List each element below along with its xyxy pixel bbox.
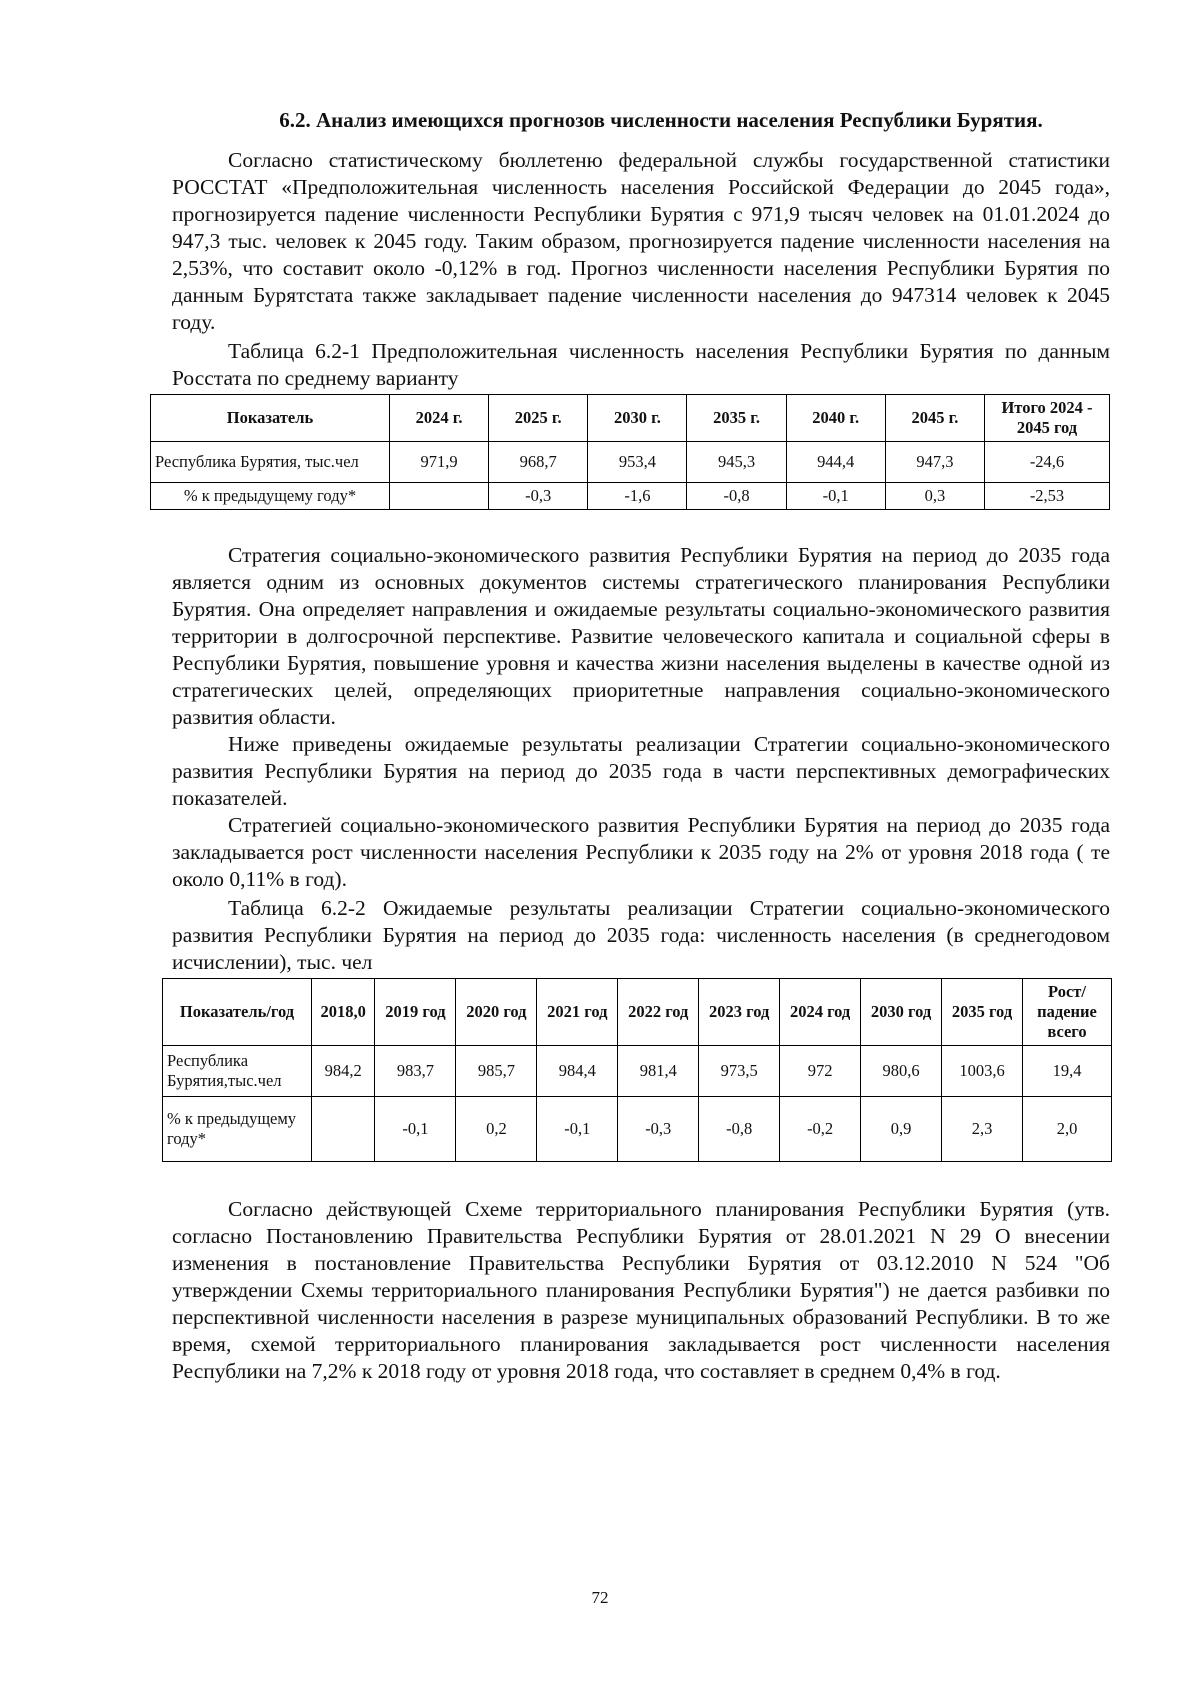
paragraph-strategy: Стратегия социально-экономического развития Республики Бурятия на период до 2035 года является одним из основных документов системы стратегического планирования Республики Бурятия. Она определяет направления и ожидаемые результаты социально-экономического развития территории в долгосрочной перспективе. Развитие человеческого капитала и социальной сферы в Республики Бурятия, повышение уровня и качества жизни населения выделены в качестве одной из стратегических целей, определяющих приоритетные направления социально-экономического развития области. [172, 543, 1110, 729]
table-cell: Республика Бурятия, тыс.чел [151, 442, 390, 483]
page-number: 72 [591, 1588, 609, 1607]
paragraph-territorial-scheme: Согласно действующей Схеме территориального планирования Республики Бурятия (утв. согласно Постановлению Правительства Республики Бурятия от 28.01.2021 N 29 О внесении изменения в постановление Правительства Республики Бурятия от 03.12.2010 N 524 "Об утверждении Схемы территориального планирования Республики Бурятия") не дается разбивки по перспективной численности населения в разрезе муниципальных образований Республики. В то же время, схемой территориального планирования закладывается рост численности населения Республики на 7,2% к 2018 году от уровня 2018 года, что составляет в среднем 0,4% в год. [172, 1197, 1110, 1383]
table-strategy-results [162, 978, 1112, 1162]
table-row [163, 1097, 1112, 1162]
table-rosstat-forecast [150, 394, 1110, 510]
table-row [151, 483, 1110, 510]
table-header-cell: Итого 2024 - 2045 год [985, 395, 1110, 442]
table-cell: Республика Бурятия,тыс.чел [163, 1046, 312, 1097]
table-cell: -0,3 [618, 1097, 699, 1162]
table-header-row [151, 395, 1110, 442]
table-cell: -24,6 [985, 442, 1110, 483]
spacer [172, 1162, 1110, 1196]
table-cell: % к предыдущему году* [163, 1097, 312, 1162]
table-header-row [163, 979, 1112, 1046]
table-cell [390, 483, 489, 510]
table-header-cell: 2024 г. [390, 395, 489, 442]
table-cell: 968,7 [489, 442, 588, 483]
table-header-cell: 2035 год [942, 979, 1023, 1046]
table-cell: -0,1 [537, 1097, 618, 1162]
table-cell: 971,9 [390, 442, 489, 483]
table-cell: 0,9 [861, 1097, 942, 1162]
table-cell: 2,0 [1023, 1097, 1112, 1162]
table-header-cell: 2024 год [780, 979, 861, 1046]
table-cell: 972 [780, 1046, 861, 1097]
table-cell: -0,2 [780, 1097, 861, 1162]
table-cell: 983,7 [375, 1046, 456, 1097]
table-header-cell: 2018,0 [312, 979, 375, 1046]
table-row [151, 442, 1110, 483]
table-cell: 984,4 [537, 1046, 618, 1097]
table-header-cell: 2030 г. [588, 395, 687, 442]
table-cell: 947,3 [885, 442, 984, 483]
table-cell: -0,8 [687, 483, 786, 510]
table-cell: -0,8 [699, 1097, 780, 1162]
table-cell: -1,6 [588, 483, 687, 510]
table-header-cell: 2019 год [375, 979, 456, 1046]
table-cell: -0,1 [375, 1097, 456, 1162]
table-header-cell: 2030 год [861, 979, 942, 1046]
spacer [172, 510, 1110, 542]
section-heading: 6.2. Анализ имеющихся прогнозов численности населения Республики Бурятия. [279, 108, 1043, 132]
table-cell: % к предыдущему году* [151, 483, 390, 510]
table-cell: -0,1 [786, 483, 885, 510]
table-header-cell: 2035 г. [687, 395, 786, 442]
paragraph-expected-results: Ниже приведены ожидаемые результаты реализации Стратегии социально-экономического развития Республики Бурятия на период до 2035 года в части перспективных демографических показателей. [172, 732, 1110, 810]
table-cell: 0,2 [456, 1097, 537, 1162]
table-header-cell: 2040 г. [786, 395, 885, 442]
table-cell: 980,6 [861, 1046, 942, 1097]
table1-caption: Таблица 6.2-1 Предположительная численность населения Республики Бурятия по данным Росстата по среднему варианту [172, 339, 1110, 390]
table-cell: 1003,6 [942, 1046, 1023, 1097]
table-cell: 973,5 [699, 1046, 780, 1097]
table2-caption: Таблица 6.2-2 Ожидаемые результаты реализации Стратегии социально-экономического развития Республики Бурятия на период до 2035 года: численность населения (в среднегодовом исчислении), тыс. чел [172, 896, 1110, 974]
table-header-cell: Показатель [151, 395, 390, 442]
table-cell: -0,3 [489, 483, 588, 510]
table-cell: 953,4 [588, 442, 687, 483]
table-header-cell: 2020 год [456, 979, 537, 1046]
table-header-cell: 2021 год [537, 979, 618, 1046]
page-body [155, 108, 1110, 1385]
table-cell: 2,3 [942, 1097, 1023, 1162]
table-header-cell: Показатель/год [163, 979, 312, 1046]
table-cell: 0,3 [885, 483, 984, 510]
table-header-cell: 2045 г. [885, 395, 984, 442]
paragraph-rosstat-forecast: Согласно статистическому бюллетеню федеральной службы государственной статистики РОССТАТ «Предположительная численность населения Российской Федерации до 2045 года», прогнозируется падение численности Республики Бурятия с 971,9 тысяч человек на 01.01.2024 до 947,3 тыс. человек к 2045 году. Таким образом, прогнозируется падение численности населения на 2,53%, что составит около -0,12% в год. Прогноз численности населения Республики Бурятия по данным Бурятстата также закладывает падение численности населения до 947314 человек к 2045 году. [172, 148, 1110, 334]
table-header-cell: 2022 год [618, 979, 699, 1046]
table-cell: 981,4 [618, 1046, 699, 1097]
table-header-cell: Рост/ падение всего [1023, 979, 1112, 1046]
table-cell: 984,2 [312, 1046, 375, 1097]
table-cell [312, 1097, 375, 1162]
paragraph-strategy-growth: Стратегией социально-экономического развития Республики Бурятия на период до 2035 года закладывается рост численности населения Республики к 2035 году на 2% от уровня 2018 года ( те около 0,11% в год). [172, 813, 1110, 891]
table-cell: 944,4 [786, 442, 885, 483]
table-header-cell: 2025 г. [489, 395, 588, 442]
table-row [163, 1046, 1112, 1097]
table-cell: 985,7 [456, 1046, 537, 1097]
table-cell: -2,53 [985, 483, 1110, 510]
table-cell: 19,4 [1023, 1046, 1112, 1097]
table-cell: 945,3 [687, 442, 786, 483]
table-header-cell: 2023 год [699, 979, 780, 1046]
